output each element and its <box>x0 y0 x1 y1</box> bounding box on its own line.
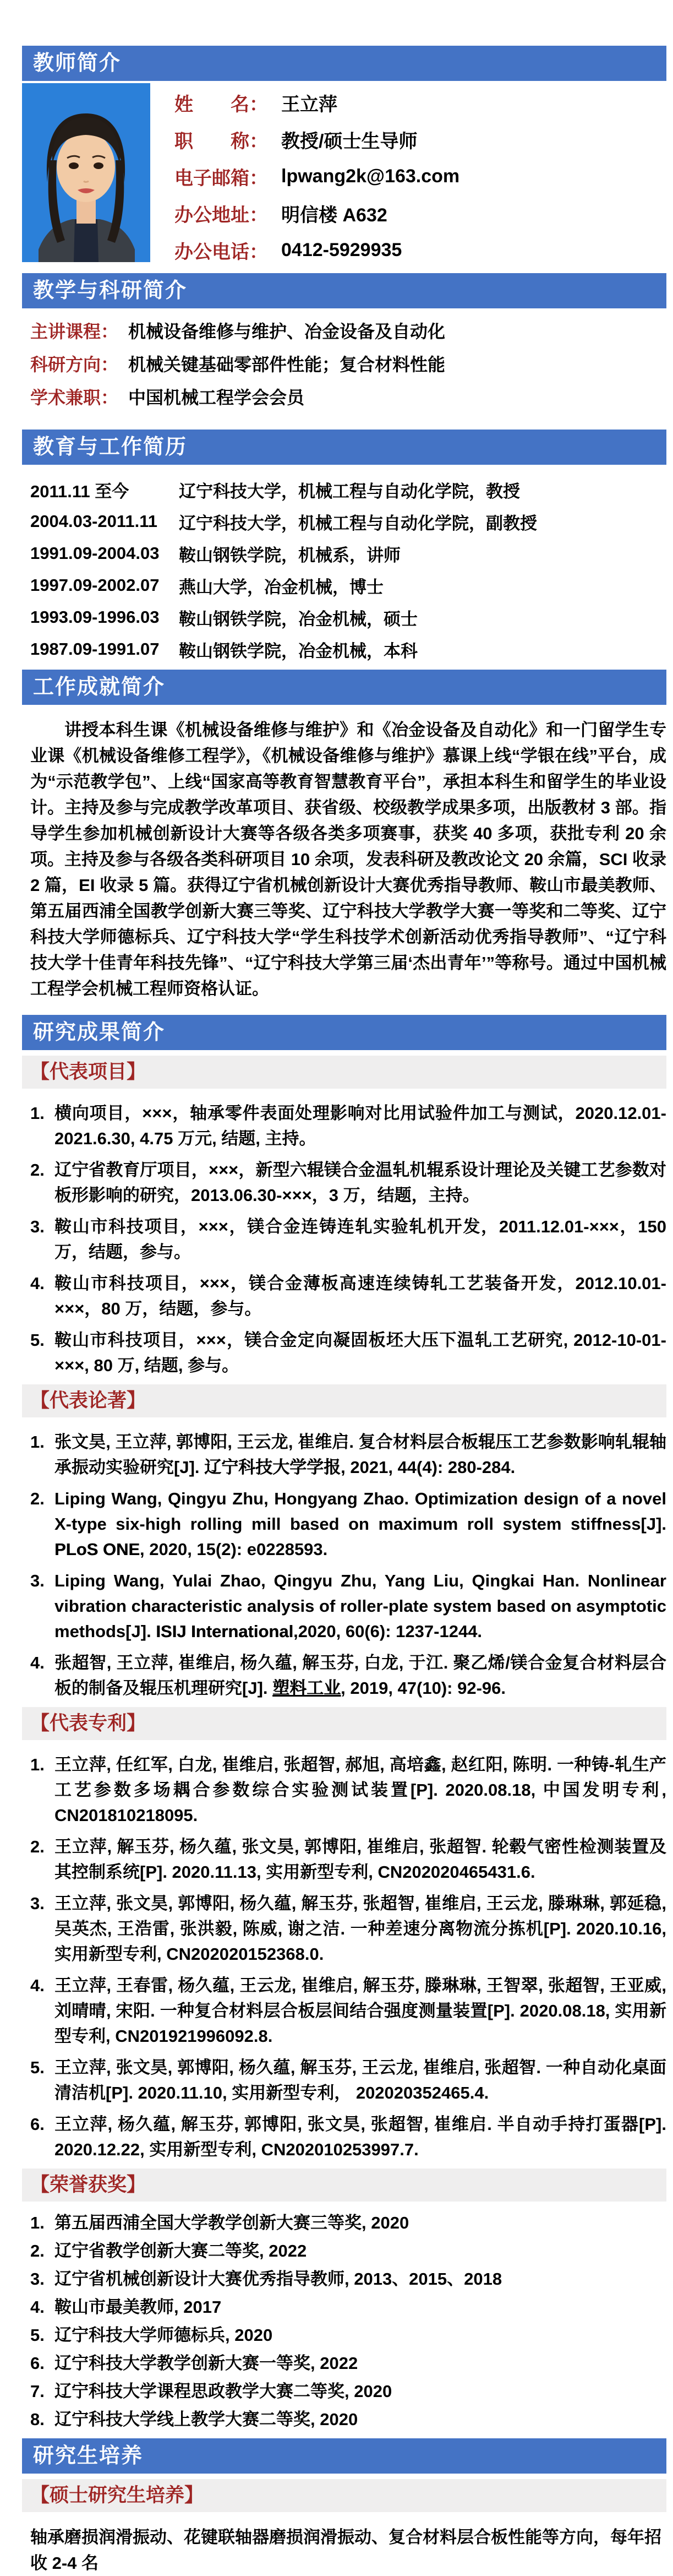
avatar-illustration <box>22 83 150 262</box>
field-name <box>174 84 459 121</box>
profile-block <box>22 83 666 269</box>
project-item: 辽宁省教育厅项目，×××，新型六辊镁合金温轧机辊系设计理论及关键工艺参数对板形影响的研究，2013.06.30-×××，3 万，结题，主持。 <box>54 1160 666 1205</box>
top-margin <box>0 0 673 46</box>
award-item: 辽宁科技大学课程思政教学大赛二等奖, 2020 <box>54 2382 392 2401</box>
field-phone <box>174 232 459 269</box>
history-detail: 辽宁科技大学，机械工程与自动化学院，教授 <box>179 481 520 501</box>
award-item: 辽宁省机械创新设计大赛优秀指导教师, 2013、2015、2018 <box>54 2269 502 2289</box>
projects-list <box>30 1101 666 1378</box>
field-office-label: 办公地址： <box>174 205 268 226</box>
project-item: 鞍山市科技项目，×××，镁合金连铸连轧实验轧机开发，2011.12.01-×××，150 万，结题，参与。 <box>54 1217 666 1262</box>
journal-name: 塑料工业 <box>272 1678 341 1698</box>
section-bar-education-history: 教育与工作简历 <box>22 430 666 465</box>
subsection-representative-patents: 【代表专利】 <box>22 1707 666 1740</box>
courses-label: 主讲课程： <box>30 322 119 341</box>
papers-list <box>30 1430 666 1701</box>
section-bar-research-results: 研究成果简介 <box>22 1015 666 1050</box>
paper-item <box>30 1430 666 1480</box>
project-item: 鞍山市科技项目，×××，镁合金定向凝固板坯大压下温轧工艺研究, 2012-10-01-×××, 80 万, 结题, 参与。 <box>54 1330 666 1375</box>
section-bar-work-achievements: 工作成就简介 <box>22 670 666 705</box>
field-email <box>174 158 459 195</box>
paper-text: , 2019, 47(10): 92-96. <box>341 1678 506 1698</box>
field-name-value: 王立萍 <box>281 94 337 115</box>
subsection-representative-projects: 【代表项目】 <box>22 1056 666 1089</box>
history-period: 1997.09-2002.07 <box>30 575 160 595</box>
paper-text: Liping Wang, Qingyu Zhu, Hongyang Zhao. Optimization design of a novel X-type six-high rolling mill based on maximum roll system stiffness[J]. <box>54 1489 666 1534</box>
project-item: 横向项目，×××，轴承零件表面处理影响对比用试验件加工与测试，2020.12.01-2021.6.30, 4.75 万元, 结题, 主持。 <box>54 1104 666 1148</box>
history-period: 1991.09-2004.03 <box>30 544 160 563</box>
research-direction-value: 机械关键基础零部件性能；复合材料性能 <box>128 355 446 374</box>
field-office <box>174 195 459 232</box>
teaching-row-academic-posts <box>30 380 666 413</box>
history-period: 2011.11 至今 <box>30 481 129 501</box>
section-bar-teaching-research: 教学与科研简介 <box>22 273 666 308</box>
history-detail: 鞍山钢铁学院，冶金机械，硕士 <box>179 609 418 629</box>
section-bar-teacher-intro: 教师简介 <box>22 46 666 81</box>
field-title-label: 职 称： <box>174 131 268 152</box>
paper-text: 张文昊, 王立萍, 郭博阳, 王云龙, 崔维启. 复合材料层合板辊压工艺参数影响轧辊轴承振动实验研究[J]. <box>54 1432 666 1477</box>
courses-value: 机械设备维修与维护、冶金设备及自动化 <box>128 322 446 341</box>
history-detail: 燕山大学，冶金机械，博士 <box>179 577 384 597</box>
history-row <box>30 537 666 569</box>
history-row <box>30 633 666 665</box>
awards-list <box>30 2214 666 2429</box>
profile-photo <box>22 83 150 262</box>
paper-item <box>30 1568 666 1644</box>
patent-item: 王立萍, 解玉芬, 杨久蕴, 张文昊, 郭博阳, 崔维启, 张超智. 轮毂气密性检测装置及其控制系统[P]. 2020.11.13, 实用新型专利, CN202020465431.6. <box>54 1837 666 1882</box>
history-row <box>30 601 666 633</box>
history-detail: 鞍山钢铁学院，冶金机械，本科 <box>179 641 418 661</box>
history-row <box>30 506 666 537</box>
history-period: 2004.03-2011.11 <box>30 512 158 531</box>
history-period: 1993.09-1996.03 <box>30 607 160 627</box>
graduate-training-text: 轴承磨损润滑振动、花键联轴器磨损润滑振动、复合材料层合板性能等方向，每年招收 2-4 名 <box>30 2528 661 2573</box>
field-name-label: 姓 名： <box>174 94 268 115</box>
academic-posts-value: 中国机械工程学会会员 <box>128 388 305 407</box>
subsection-representative-papers: 【代表论著】 <box>22 1384 666 1417</box>
paper-text: Liping Wang, Yulai Zhao, Qingyu Zhu, Yang Liu, Qingkai Han. Nonlinear vibration characteristic analysis of roller-plate system based on asymptotic methods[J]. <box>54 1571 666 1641</box>
patent-item: 王立萍, 任红军, 白龙, 崔维启, 张超智, 郝旭, 高培鑫, 赵红阳, 陈明. 一种铸-轧生产工艺参数多场耦合参数综合实验测试装置[P]. 2020.08.18, 中国发明专利, CN201810218095. <box>54 1755 666 1825</box>
field-title <box>174 121 459 158</box>
patent-item: 王立萍, 张文昊, 郭博阳, 杨久蕴, 解玉芬, 王云龙, 崔维启, 张超智. 一种自动化桌面清洁机[P]. 2020.11.10, 实用新型专利， 202020352465.4. <box>54 2058 666 2102</box>
field-email-value: lpwang2k@163.com <box>281 166 460 187</box>
award-item: 辽宁科技大学师德标兵, 2020 <box>54 2325 273 2345</box>
profile-fields <box>174 83 459 269</box>
patent-item: 王立萍, 王春雷, 杨久蕴, 王云龙, 崔维启, 解玉芬, 滕琳琳, 王智翠, 张超智, 王亚威, 刘晴晴, 宋阳. 一种复合材料层合板层间结合强度测量装置[P]. 2020.08.18, 实用新型专利, CN201921996092.8. <box>54 1976 666 2046</box>
field-email-label: 电子邮箱： <box>174 168 268 189</box>
academic-posts-label: 学术兼职： <box>30 388 119 407</box>
work-achievements-paragraph: 讲授本科生课《机械设备维修与维护》和《冶金设备及自动化》和一门留学生专业课《机械设备维修工程学》，《机械设备维修与维护》慕课上线“学银在线”平台，成为“示范教学包”、上线“国家高等教育智慧教育平台”，承担本科生和留学生的毕业设计。主持及参与完成教学改革项目、获省级、校级教学成果多项，出版教材 3 部。指导学生参加机械创新设计大赛等各级各类多项赛事，获奖 40 多项，获批专利 20 余项。主持及参与各级各类科研项目 10 余项，发表科研及教改论文 20 余篇，SCI 收录 2 篇，EI 收录 5 篇。获得辽宁省机械创新设计大赛优秀指导教师、鞍山市最美教师、第五届西浦全国教学创新大赛三等奖、辽宁科技大学教学大赛一等奖和二等奖、辽宁科技大学师德标兵、辽宁科技大学“学生科技学术创新活动优秀指导教师”、“辽宁科技大学十佳青年科技先锋”、“辽宁科技大学第三届‘杰出青年’”等称号。通过中国机械工程学会机械工程师资格认证。 <box>30 720 666 998</box>
history-detail: 辽宁科技大学，机械工程与自动化学院，副教授 <box>179 513 537 533</box>
teaching-row-research-direction <box>30 347 666 380</box>
history-detail: 鞍山钢铁学院，机械系，讲师 <box>179 545 401 565</box>
section-bar-graduate-training: 研究生培养 <box>22 2438 666 2474</box>
award-item: 辽宁省教学创新大赛二等奖, 2022 <box>54 2241 307 2260</box>
field-phone-label: 办公电话： <box>174 242 268 263</box>
history-period: 1987.09-1991.07 <box>30 639 160 659</box>
paper-text: 张超智, 王立萍, 崔维启, 杨久蕴, 解玉芬, 白龙, 于江. 聚乙烯/镁合金复合材料层合板的制备及辊压机理研究[J]. <box>54 1653 666 1698</box>
field-phone-value: 0412-5929935 <box>281 240 402 260</box>
paper-text: ,2020, 60(6): 1237-1244. <box>293 1622 483 1641</box>
education-history-rows <box>30 474 666 665</box>
history-row <box>30 474 666 506</box>
award-item: 辽宁科技大学线上教学大赛二等奖, 2020 <box>54 2410 358 2429</box>
journal-name: ISIJ International <box>156 1622 294 1641</box>
award-item: 辽宁科技大学教学创新大赛一等奖, 2022 <box>54 2354 358 2373</box>
project-item: 鞍山市科技项目，×××，镁合金薄板高速连续铸轧工艺装备开发，2012.10.01-×××，80 万，结题，参与。 <box>54 1274 666 1318</box>
paper-text: , 2020, 15(2): e0228593. <box>140 1540 328 1559</box>
paper-item <box>30 1486 666 1562</box>
patent-item: 王立萍, 张文昊, 郭博阳, 杨久蕴, 解玉芬, 张超智, 崔维启, 王云龙, 滕琳琳, 郭延稳, 吴英杰, 王浩雷, 张洪毅, 陈威, 谢之洁. 一种差速分离物流分拣机[P]. 2020.10.16, 实用新型专利, CN202020152368.0. <box>54 1894 666 1964</box>
patents-list <box>30 1752 666 2162</box>
subsection-honors-awards: 【荣誉获奖】 <box>22 2169 666 2202</box>
award-item: 第五届西浦全国大学教学创新大赛三等奖, 2020 <box>54 2213 409 2232</box>
paper-text: , 2021, 44(4): 280-284. <box>341 1458 516 1477</box>
research-direction-label: 科研方向： <box>30 355 119 374</box>
teaching-rows <box>30 314 666 413</box>
journal-name: PLoS ONE <box>54 1540 140 1559</box>
field-office-value: 明信楼 A632 <box>281 205 387 226</box>
field-title-value: 教授/硕士生导师 <box>281 131 418 152</box>
teaching-row-courses <box>30 314 666 347</box>
journal-name: 辽宁科技大学学报 <box>204 1458 341 1477</box>
patent-item: 王立萍, 杨久蕴, 解玉芬, 郭博阳, 张文昊, 张超智, 崔维启. 半自动手持打蛋器[P]. 2020.12.22, 实用新型专利, CN202010253997.7. <box>54 2115 666 2159</box>
history-row <box>30 569 666 601</box>
paper-item <box>30 1650 666 1701</box>
subsection-master-training: 【硕士研究生培养】 <box>22 2479 666 2512</box>
award-item: 鞍山市最美教师, 2017 <box>54 2297 222 2317</box>
